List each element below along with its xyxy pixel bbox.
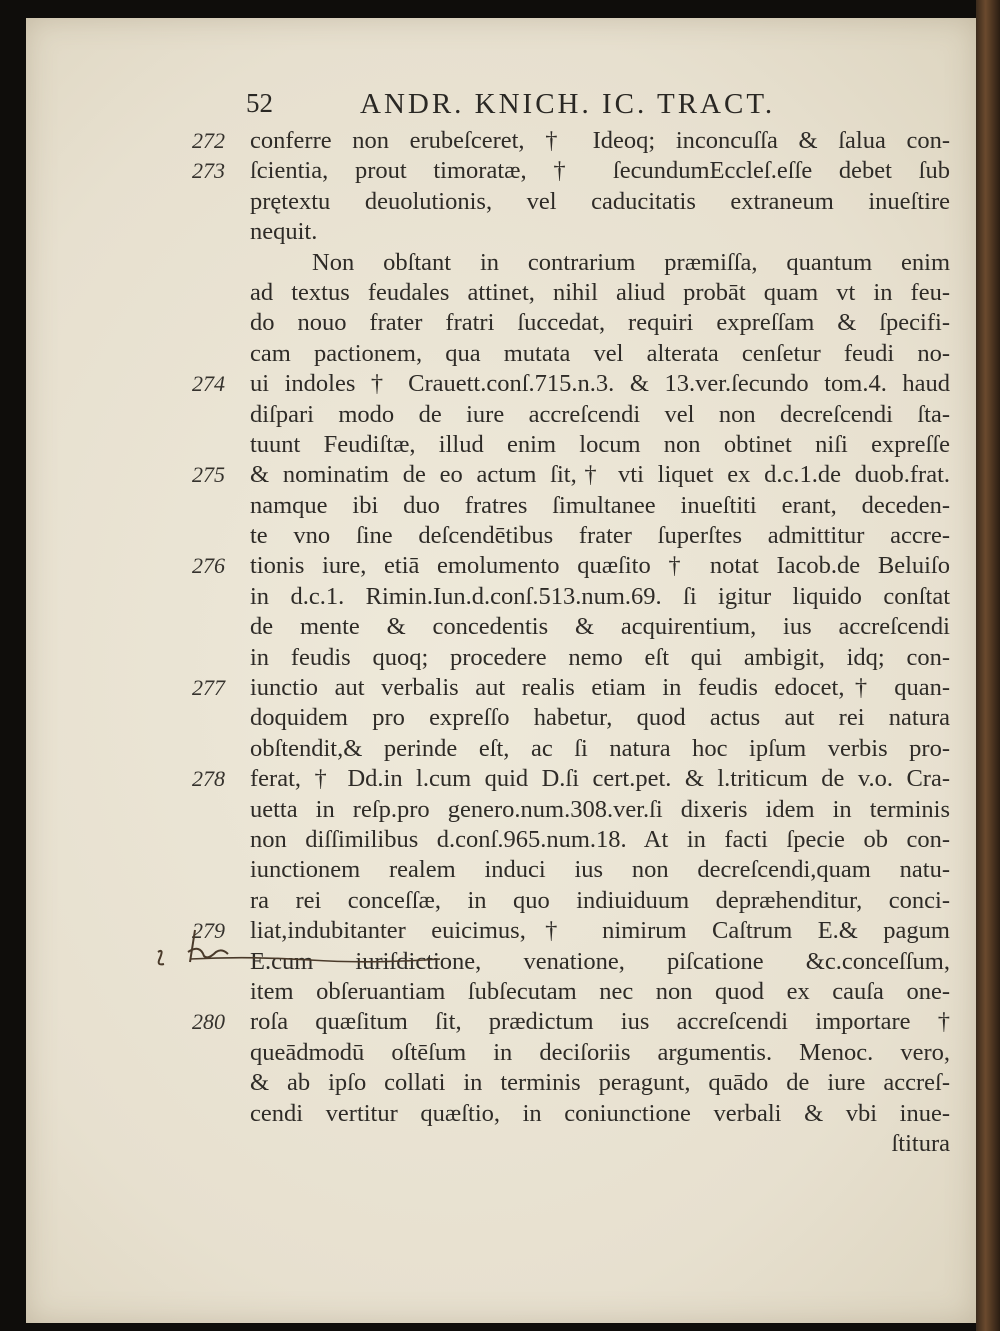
body-text <box>192 126 950 1159</box>
margin-number: 277 <box>192 675 225 701</box>
margin-number: 273 <box>192 158 225 184</box>
text-line: non diſſimilibus d.conſ.965.num.18. At in facti ſpecie ob con- <box>250 825 950 853</box>
text-line: in feudis quoq; procedere nemo eſt qui ambigit, idq; con- <box>250 643 950 671</box>
text-line: 277 iunctio aut verbalis aut realis etiam in feudis edocet,† quan- <box>250 673 950 703</box>
text-line: do nouo frater fratri ſuccedat, requiri expreſſam & ſpecifi- <box>250 309 950 337</box>
text-line: & ab ipſo collati in terminis peragunt, quādo de iure accreſ- <box>250 1069 950 1097</box>
text-line: uetta in reſp.pro genero.num.308.ver.ſi dixeris idem in terminis <box>250 795 950 823</box>
margin-number: 272 <box>192 128 225 153</box>
text-line: cam pactionem, qua mutata vel alterata cenſetur feudi no- <box>250 339 950 367</box>
margin-number: 279 <box>192 918 225 944</box>
text-line: ra rei conceſſæ, in quo indiuiduum depræhenditur, conci- <box>250 886 950 914</box>
text-line: 275 & nominatim de eo actum ſit,† vti liquet ex d.c.1.de duob.frat. <box>250 460 950 490</box>
ink-strike-line <box>190 953 440 967</box>
margin-number: 276 <box>192 553 225 579</box>
margin-number: 275 <box>192 462 225 488</box>
text-line: ſtitura <box>891 1129 950 1157</box>
text-line: tuunt Feudiſtæ, illud enim locum non obtinet niſi expreſſe <box>250 430 950 458</box>
margin-number: 274 <box>192 371 225 397</box>
text-line: nequit. <box>250 218 318 246</box>
text-line: 280 roſa quæſitum ſit, prædictum ius accreſcendi importare † <box>250 1007 950 1037</box>
text-line: Non obſtant in contrarium præmiſſa, quantum enim <box>312 248 950 276</box>
text-line: in d.c.1. Rimin.Iun.d.conſ.513.num.69. ſi igitur liquido conſtat <box>250 582 950 610</box>
margin-number: 278 <box>192 766 225 792</box>
text-line: 279 liat,indubitanter euicimus,† nimirum Caſtrum E.& pagum <box>250 916 950 946</box>
text-line: ad textus feudales attinet, nihil aliud probāt quam vt in feu- <box>250 278 950 306</box>
text-line: 272 conferre non erubeſceret, † Ideoq; inconcuſſa & ſalua con- <box>250 126 950 156</box>
text-line: 276 tionis iure, etiā emolumento quæſito † notat Iacob.de Beluiſo <box>250 551 950 581</box>
running-head: ANDR. KNICH. IC. TRACT. <box>360 88 776 120</box>
text-line: item obſeruantiam ſubſecutam nec non quod ex cauſa one- <box>250 977 950 1005</box>
page-number: 52 <box>246 88 273 118</box>
text-line: queādmodū oſtēſum in deciſoriis argumentis. Menoc. vero, <box>250 1038 950 1066</box>
text-line: de mente & concedentis & acquirentium, ius accreſcendi <box>250 613 950 641</box>
book-binding-edge <box>976 0 1000 1331</box>
text-line: 278 ferat, † Dd.in l.cum quid D.ſi cert.pet. & l.triticum de v.o. Cra- <box>250 764 950 794</box>
text-line: prętextu deuolutionis, vel caducitatis extraneum inueſtire <box>250 187 950 215</box>
text-line: 274 ui indoles † Crauett.conſ.715.n.3. & 13.ver.ſecundo tom.4. haud <box>250 369 950 399</box>
text-line: cendi vertitur quæſtio, in coniunctione verbali & vbi inue- <box>250 1099 950 1127</box>
text-line: namque ibi duo fratres ſimultanee inueſtiti erant, deceden- <box>250 491 950 519</box>
text-line: iunctionem realem induci ius non decreſcendi,quam natu- <box>250 856 950 884</box>
text-line: doquidem pro expreſſo habetur, quod actus aut rei natura <box>250 704 950 732</box>
margin-number: 280 <box>192 1009 225 1035</box>
text-line: E.cum iuriſdictione, venatione, piſcatione &c.conceſſum, <box>250 947 950 975</box>
text-line: te vno ſine deſcendētibus frater ſuperſtes admittitur accre- <box>250 522 950 550</box>
text-line: diſpari modo de iure accreſcendi vel non decreſcendi ſta- <box>250 400 950 428</box>
text-line: obſtendit,& perinde eſt, ac ſi natura hoc ipſum verbis pro- <box>250 734 950 762</box>
handwritten-annotation <box>140 922 280 982</box>
text-line: 273 ſcientia, prout timoratæ, † ſecundumEccleſ.eſſe debet ſub <box>250 156 950 186</box>
